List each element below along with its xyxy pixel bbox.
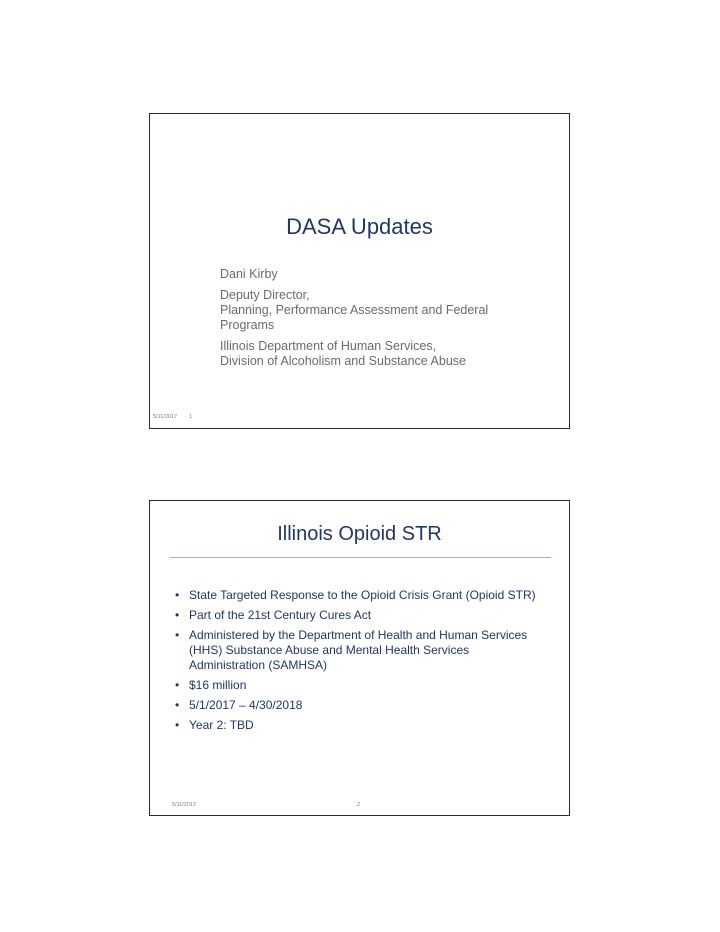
bullet-icon: • bbox=[175, 588, 180, 602]
footer-date: 5/11/2017 bbox=[172, 802, 197, 808]
organization-line-2: Division of Alcoholism and Substance Abuse bbox=[220, 354, 466, 368]
presenter-name: Dani Kirby bbox=[220, 267, 278, 281]
footer-page-number: 1 bbox=[189, 414, 193, 420]
organization-line-1: Illinois Department of Human Services, bbox=[220, 339, 437, 353]
list-item: • 5/1/2017 – 4/30/2018 bbox=[175, 698, 303, 712]
bullet-icon: • bbox=[175, 608, 180, 622]
title-divider bbox=[170, 557, 551, 558]
bullet-icon: • bbox=[175, 628, 180, 642]
slide-2 bbox=[149, 500, 570, 816]
footer-date: 5/11/2017 bbox=[153, 414, 178, 420]
list-item: • Year 2: TBD bbox=[175, 718, 254, 732]
list-item: • State Targeted Response to the Opioid Crisis Grant (Opioid STR) bbox=[175, 588, 536, 602]
list-item: • Part of the 21st Century Cures Act bbox=[175, 608, 372, 622]
slide-title: DASA Updates bbox=[286, 214, 433, 239]
bullet-icon: • bbox=[175, 678, 180, 692]
slide-subtitle-block bbox=[220, 267, 540, 375]
list-item: • Administered by the Department of Health and Human Services (HHS) Substance Abuse and Mental Health Services Administration (SAMHSA) bbox=[175, 628, 528, 672]
bullet-icon: • bbox=[175, 718, 180, 732]
slide-1 bbox=[149, 113, 570, 429]
footer-page-number: 2 bbox=[357, 802, 361, 808]
presenter-role-line-1: Deputy Director, bbox=[220, 288, 310, 302]
bullet-list bbox=[175, 588, 545, 738]
presenter-role-line-2: Planning, Performance Assessment and Federal Programs bbox=[220, 303, 489, 332]
slide-title: Illinois Opioid STR bbox=[277, 523, 442, 545]
slide-footer bbox=[153, 414, 192, 420]
bullet-icon: • bbox=[175, 698, 180, 712]
list-item: • $16 million bbox=[175, 678, 247, 692]
